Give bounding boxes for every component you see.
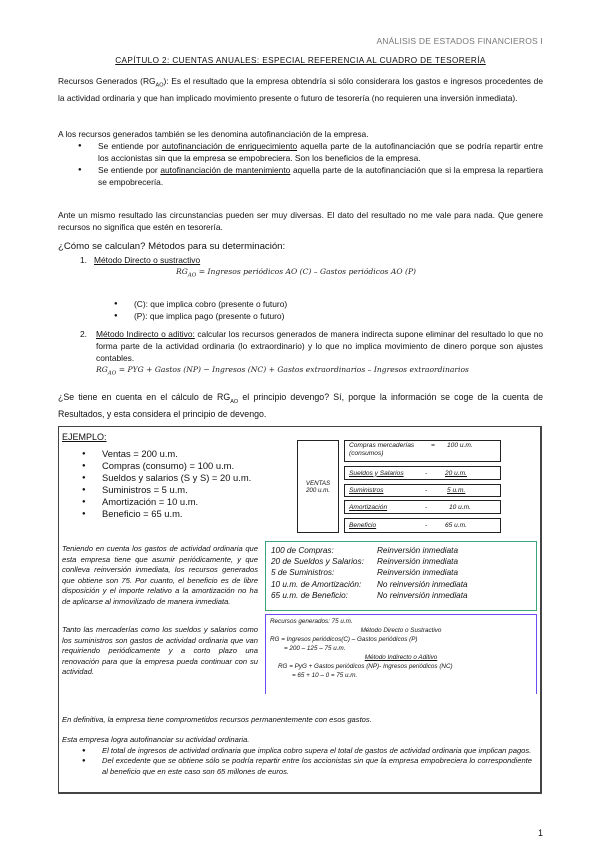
rhs: = PYG + Gastos (NP) − Ingresos (NC) + Gastos extraordinarios – Ingresos extraordinarios <box>116 365 469 374</box>
chapter-title: CAPÍTULO 2: CUENTAS ANUALES: ESPECIAL REFERENCIA AL CUADRO DE TESORERÍA <box>115 56 486 65</box>
list-item: ● (C): que implica cobro (presente o futuro) <box>112 298 543 310</box>
formula <box>96 364 543 380</box>
operator: - <box>425 503 428 511</box>
subscript: AO <box>187 272 197 279</box>
definitiva-text: En definitiva, la empresa tiene comprometidos recursos permanentemente con esos gastos. <box>62 715 372 724</box>
list-item: ● Amortización = 10 u.m. <box>80 496 251 508</box>
value: 100 u.m. <box>447 442 473 449</box>
value: 5 u.m. <box>447 487 466 494</box>
text: = 200 – 125 – 75 u.m. <box>284 645 346 652</box>
number: 1. <box>80 255 87 265</box>
text: calcular los recursos generados de manera indirecta supone eliminar del resultado lo que no forma parte de la actividad ordinaria (lo extraordinario) y lo que no implica movimiento de dinero porque son ajustes contables. <box>96 329 544 363</box>
list-item: ● Del excedente que se obtiene sólo se podría repartir entre los accionistas sin que la empresa empobreciera lo correspondiente al beneficio que en este caso son 65 millones de euros. <box>80 756 532 777</box>
text: Se entiende por <box>98 165 161 175</box>
expense-box <box>344 466 501 480</box>
autofinanciacion-section <box>58 128 543 188</box>
subscript: AO <box>155 82 164 89</box>
text: Se entiende por <box>98 141 162 151</box>
cell: Reinversión inmediata <box>377 546 459 555</box>
cell: No reinversión inmediata <box>377 590 468 600</box>
list-item: ● Beneficio = 65 u.m. <box>80 508 251 520</box>
lhs: RG <box>96 365 108 374</box>
text: el principio devengo? Sí, porque la información se coge de la cuenta de Resultados, y esta considera el principio de devengo. <box>58 392 543 419</box>
list-item: ● El total de ingresos de actividad ordinaria que implica cobro supera el total de gastos de actividad ordinaria que implican pagos. <box>80 746 532 757</box>
intro-paragraph <box>58 75 543 104</box>
operator: - <box>425 469 428 477</box>
expense-box <box>344 484 501 497</box>
term: autofinanciación de mantenimiento <box>160 165 291 175</box>
label: Suministros <box>349 487 384 494</box>
value: 200 u.m. <box>305 486 331 494</box>
subscript: AO <box>230 398 239 405</box>
reinversion-box <box>265 541 537 611</box>
ventas-box <box>297 440 339 533</box>
reinversion-table <box>271 545 531 601</box>
page-number: 1 <box>537 828 543 838</box>
text: RG = Ingresos periódicos(C) – Gastos periódicos (P) <box>270 636 418 643</box>
method-title: Método Directo o sustractivo <box>93 255 201 265</box>
ante-paragraph: Ante un mismo resultado las circunstancias pueden ser muy diversas. El dato del resultado no me vale para nada. Que genere recursos no significa que estén en tesorería. <box>58 210 543 232</box>
cell: No reinversión inmediata <box>377 579 468 589</box>
method-heading: Método Directo o Sustractivo <box>360 627 442 634</box>
text: ¿Se tiene en cuenta en el cálculo de RG <box>58 392 231 402</box>
list-item: ● Ventas = 200 u.m. <box>80 448 251 460</box>
value: 20 u.m. <box>445 469 467 477</box>
method-2 <box>80 328 543 380</box>
method-heading: Método Indirecto o Aditivo <box>364 654 438 661</box>
term: autofinanciación de enriquecimiento <box>161 141 298 151</box>
text: ): Es el resultado que la empresa obtendría si sólo considerara los gastos e ingresos procedentes de la actividad ordinaria y que han implicado movimiento presente o futuro de tesorería (no requieren una inversión inmediata). <box>58 76 543 103</box>
label: Compras mercaderías (consumos) <box>349 442 415 457</box>
operator: - <box>425 522 428 529</box>
devengo-paragraph <box>58 391 543 420</box>
expense-box <box>344 440 501 462</box>
running-header: ANÁLISIS DE ESTADOS FINANCIEROS I <box>376 36 543 46</box>
method-title: Método Indirecto o aditivo: <box>96 329 195 339</box>
text: aquella parte de la autofinanciación que si la empresa la repartiera se empobrecería. <box>98 165 544 187</box>
list-item <box>76 164 543 188</box>
label: Beneficio <box>349 522 377 529</box>
list-item: ● Sueldos y salarios (S y S) = 20 u.m. <box>80 472 251 484</box>
rhs: = Ingresos periódicos AO (C) – Gastos periódicos AO (P) <box>196 267 417 276</box>
text: = 65 + 10 – 0 = 75 u.m. <box>292 672 358 679</box>
list-item <box>76 140 543 164</box>
cell: Reinversión inmediata <box>377 557 459 567</box>
calculation-box <box>265 614 537 694</box>
cell: 5 de Suministros: <box>271 568 335 578</box>
method-1 <box>80 254 543 322</box>
formula <box>176 266 543 282</box>
operator: = <box>431 442 435 449</box>
cell: Reinversión inmediata <box>377 568 459 578</box>
list-item: ● Compras (consumo) = 100 u.m. <box>80 460 251 472</box>
text: aquella parte de la autofinanciación que se podría repartir entre los accionistas sin que la empresa se empobreciera. Son los beneficios de la empresa. <box>98 141 544 163</box>
label: Amortización <box>349 503 388 511</box>
example-list <box>80 448 251 520</box>
final-section <box>62 735 532 777</box>
list-item: ● Suministros = 5 u.m. <box>80 484 251 496</box>
cell: 65 u.m. de Beneficio: <box>271 590 348 600</box>
subscript: AO <box>107 370 117 377</box>
text: Recursos generados: 75 u.m. <box>270 618 353 625</box>
term: Recursos Generados (RG <box>58 76 156 86</box>
example-title: EJEMPLO: <box>62 432 107 442</box>
value: 10 u.m. <box>449 503 471 511</box>
list-item: ● (P): que implica pago (presente o futuro) <box>112 310 543 322</box>
text: RG = PyG + Gastos periódicos (NP)- Ingresos periódicos (NC) <box>278 663 453 670</box>
example-paragraph-2: Tanto las mercaderías como los sueldos y salarios como los suministros son gastos de actividad ordinaria que van requiriendo periódicamente y a corto plazo una renovación para que la empresa pueda continuar con su actividad. <box>62 625 258 676</box>
text: Esta empresa logra autofinanciar su actividad ordinaria. <box>62 735 250 744</box>
example-paragraph-1: Teniendo en cuenta los gastos de actividad ordinaria que esta empresa tiene que asumir periódicamente, y que conlleva reinversión inmediata, los recursos generados que obtiene son 75. Por cuanto, el beneficio es de libre disposición y el importe relativo a la amortización no ha de aplicarse al inmovilizado de manera inmediata. <box>62 544 258 606</box>
label: VENTAS <box>305 479 331 487</box>
value: 65 u.m. <box>445 522 467 529</box>
operator: - <box>425 487 428 494</box>
lead-text: A los recursos generados también se les denomina autofinanciación de la empresa. <box>58 129 369 139</box>
cell: 20 de Sueldos y Salarios: <box>271 557 364 567</box>
methods-heading: ¿Cómo se calculan? Métodos para su determinación: <box>58 241 286 252</box>
label: Sueldos y Salarios <box>349 469 404 477</box>
number: 2. <box>80 329 87 339</box>
cell: 100 de Compras: <box>271 546 334 555</box>
expense-box <box>344 500 501 514</box>
lhs: RG <box>176 267 188 276</box>
cell: 10 u.m. de Amortización: <box>271 579 362 589</box>
expense-box <box>344 518 501 533</box>
